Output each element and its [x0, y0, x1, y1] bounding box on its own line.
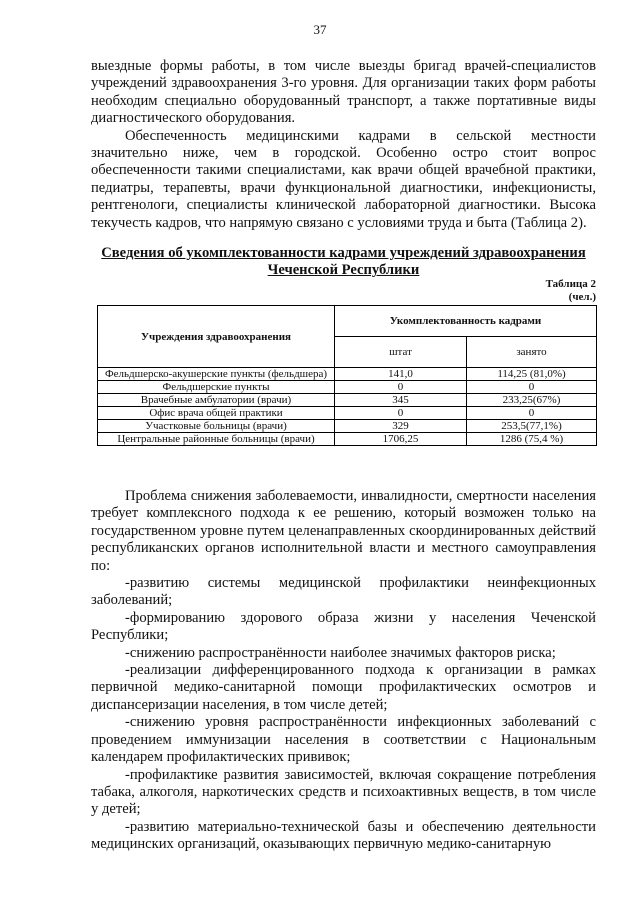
- institution-cell: Фельдшерско-акушерские пункты (фельдшера): [98, 368, 335, 381]
- staff-cell: 141,0: [335, 368, 467, 381]
- header-staff: штат: [335, 337, 467, 368]
- table-caption: [546, 278, 596, 304]
- table-unit: (чел.): [568, 291, 596, 303]
- institution-cell: Врачебные амбулатории (врачи): [98, 394, 335, 407]
- table-title: Сведения об укомплектованности кадрами учреждений здравоохранения Чеченской Республики: [101, 245, 586, 279]
- table-row: [98, 420, 597, 433]
- header-institution: Учреждения здравоохранения: [98, 306, 335, 368]
- page-number: 37: [313, 22, 327, 37]
- paragraph-3: Проблема снижения заболеваемости, инвалидности, смертности населения требует комплексного подхода к ее решению, который возможен только на государственном уровне путем целенаправленных скоординированных действий республиканских органов исполнительной власти и местного самоуправления по:: [91, 488, 596, 574]
- paragraph-2: Обеспеченность медицинскими кадрами в сельской местности значительно ниже, чем в городской. Особенно остро стоит вопрос обеспеченности такими специалистами, как врачи общей врачебной практики, педиатры, терапевты, врачи функциональной диагностики, инфекционисты, рентгенологи, специалисты клинической лабораторной диагностики. Высока текучесть кадров, что напрямую связано с условиями труда и быта (Таблица 2).: [91, 127, 596, 231]
- staff-cell: 0: [335, 407, 467, 420]
- filled-cell: 253,5(77,1%): [467, 420, 597, 433]
- list-item: -развитию материально-технической базы и обеспечению деятельности медицинских организаций, оказывающих первичную медико-санитарную: [91, 818, 596, 853]
- list-item: -формированию здорового образа жизни у населения Чеченской Республики;: [91, 609, 596, 644]
- staff-cell: 1706,25: [335, 433, 467, 446]
- filled-cell: 114,25 (81,0%): [467, 368, 597, 381]
- staff-cell: 329: [335, 420, 467, 433]
- filled-cell: 1286 (75,4 %): [467, 433, 597, 446]
- table-row: [98, 394, 597, 407]
- list-item: -снижению распространённости наиболее значимых факторов риска;: [125, 644, 556, 661]
- filled-cell: 0: [467, 381, 597, 394]
- list-item: -реализации дифференцированного подхода к организации в рамках первичной медико-санитарной помощи профилактических осмотров и диспансеризации населения, в том числе детей;: [91, 662, 596, 713]
- list-item: -снижению уровня распространённости инфекционных заболеваний с проведением иммунизации населения в соответствии с Национальным календарем профилактических прививок;: [91, 714, 596, 766]
- table-row: [98, 407, 597, 420]
- header-staffing: Укомплектованность кадрами: [335, 306, 597, 337]
- staff-cell: 345: [335, 394, 467, 407]
- institution-cell: Участковые больницы (врачи): [98, 420, 335, 433]
- institution-cell: Офис врача общей практики: [98, 407, 335, 420]
- staffing-table: [97, 305, 597, 446]
- table-row: [98, 368, 597, 381]
- header-filled: занято: [467, 337, 597, 368]
- institution-cell: Фельдшерские пункты: [98, 381, 335, 394]
- table-row: [98, 433, 597, 446]
- list-item: -развитию системы медицинской профилактики неинфекционных заболеваний;: [91, 575, 596, 609]
- table-number: Таблица 2: [545, 278, 596, 290]
- table-row: [98, 381, 597, 394]
- intro-text: [91, 58, 596, 232]
- staff-cell: 0: [335, 381, 467, 394]
- filled-cell: 0: [467, 407, 597, 420]
- filled-cell: 233,25(67%): [467, 394, 597, 407]
- paragraph-1: выездные формы работы, в том числе выезды бригад врачей-специалистов учреждений здравоохранения 3-го уровня. Для организации таких форм работы необходим специально оборудованный транспорт, а также портативные виды диагностического оборудования.: [91, 58, 596, 127]
- measures-text: [91, 488, 596, 854]
- institution-cell: Центральные районные больницы (врачи): [98, 433, 335, 446]
- list-item: -профилактике развития зависимостей, включая сокращение потребления табака, алкоголя, наркотических средств и психоактивных веществ, в том числе у детей;: [91, 766, 596, 818]
